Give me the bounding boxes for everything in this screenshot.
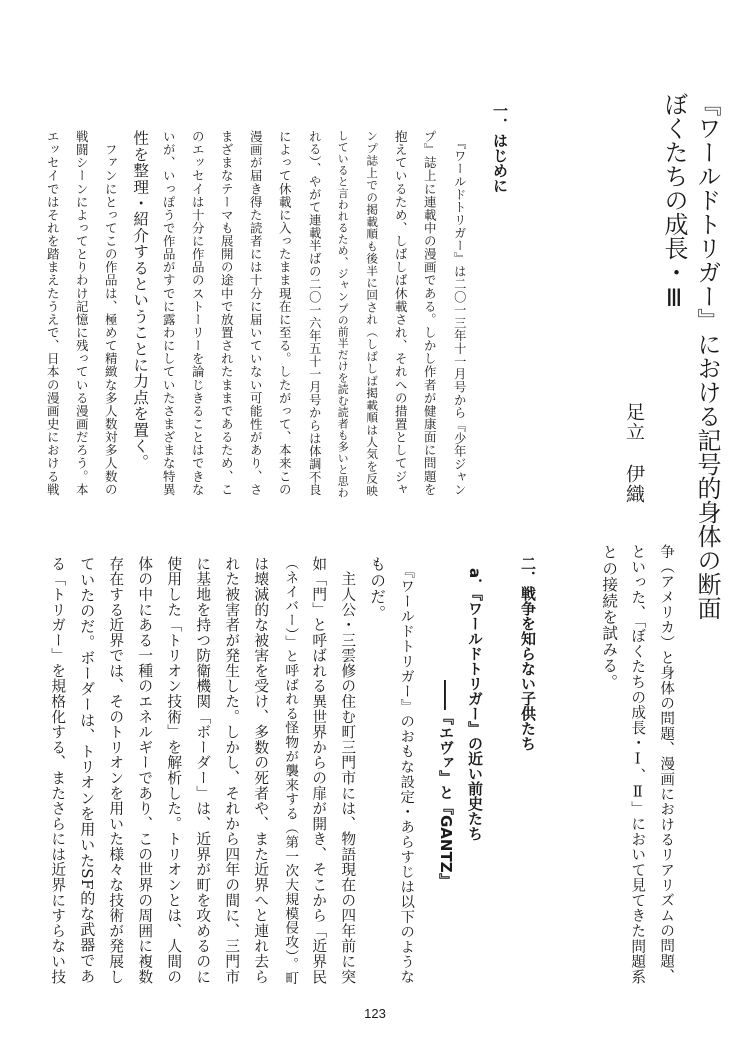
body-line: まざまなテーマも展開の途中で放置されたままであるため、こ — [219, 130, 235, 496]
body-line: 如「門」と呼ばれる異世界からの扉が開き、そこから「近界民 — [310, 556, 328, 985]
body-line: 性を整理・紹介するということに力点を置く。 — [131, 130, 150, 471]
body-line: エッセイではそれを踏まえたうえで、日本の漫画史における戦 — [45, 130, 61, 496]
body-line: 存在する近界では、そのトリオンを用いた様々な技術が発展し — [107, 556, 125, 985]
body-line-text: ンプ誌上での掲載順も後半に回され（しばしば掲載順は人気を反映 — [365, 130, 380, 497]
body-line: 主人公・三雲修の住む町三門市には、物語現在の四年前に突 — [339, 556, 357, 985]
body-line: いが、いっぽうで作品がすでに露わにしていたさまざまな特異 — [161, 130, 177, 496]
subsection-a-heading: a．『ワールドトリガー』の近い前史たち — [466, 568, 484, 841]
body-line: に基地を持つ防衛機関「ボーダー」は、近界が町を攻めるのに — [194, 556, 212, 985]
author-family-name: 足立 — [623, 402, 645, 442]
body-line: プ』誌上に連載中の漫画である。しかし作者が健康面に問題を — [422, 130, 438, 496]
body-line: れる）、やがて連載半ばの二〇一六年五十一月号からは体調不良 — [307, 130, 322, 497]
body-line: 戦闘シーンによってとりわけ記憶に残っている漫画だろう。本 — [74, 130, 90, 496]
body-line: していると言われるため、ジャンプの前半だけを読む読者も多いと思わ — [336, 130, 350, 499]
body-line: 体の中にある一種のエネルギーであり、この世界の周囲に複数 — [136, 556, 154, 985]
author-given-name: 伊織 — [623, 464, 645, 504]
body-line: れた被害者が発生した。しかし、それから四年の間に、三門市 — [223, 556, 241, 985]
body-line: 抱えているため、しばしば休載され、それへの措置としてジャ — [393, 130, 409, 496]
body-line: （ネイバー）」と呼ばれる怪物が襲来する（第一次大規模侵攻）。町 — [282, 556, 299, 986]
subsection-a-subtitle: ――『エヴァ』と『GANTZ』 — [437, 680, 455, 888]
body-line: 『ワールドトリガー』は二〇一三年十一月号から『少年ジャン — [452, 130, 467, 497]
body-line: は壊滅的な被害を受け、多数の死者や、また近界へと連れ去ら — [252, 556, 270, 985]
body-line: 使用した「トリオン技術」を解析した。トリオンとは、人間の — [165, 556, 183, 985]
body-line: といった、「ぼくたちの成長・Ⅰ、Ⅱ」において見てきた問題系 — [629, 544, 647, 985]
body-line: ものだ。 — [368, 556, 387, 621]
body-line: のエッセイは十分に作品のストーリーを論じきることはできな — [190, 130, 206, 496]
body-line: によって休載に入ったまま現在に至る。したがって、本来この — [277, 130, 293, 496]
section1-heading: 一．はじめに — [491, 103, 509, 193]
body-line: 『ワールドトリガー』のおもな設定・あらすじは以下のような — [398, 556, 415, 985]
page-title: ぼくたちの成長・Ⅲ — [660, 92, 688, 312]
body-line: 漫画が届き得た読者には十分に届いていない可能性があり、さ — [248, 130, 264, 496]
author-name — [622, 402, 646, 504]
body-line: る「トリガー」を規格化する、またさらには近界にすらない技 — [49, 556, 67, 985]
body-line — [357, 130, 386, 497]
body-line: ていたのだ。ボーダーは、トリオンを用いたSF的な武器であ — [78, 556, 97, 984]
body-line: ファンにとってこの作品は、極めて精緻な多人数対多人数の — [103, 130, 119, 496]
page-subtitle: 『ワールドトリガー』における記号的身体の断面 — [693, 92, 721, 620]
body-line: 争（アメリカ）と身体の問題、漫画におけるリアリズムの問題、 — [658, 544, 676, 984]
body-line: との接続を試みる。 — [600, 544, 619, 690]
page-number: 123 — [364, 1006, 386, 1021]
section2-heading: 二．戦争を知らない子供たち — [519, 556, 537, 751]
